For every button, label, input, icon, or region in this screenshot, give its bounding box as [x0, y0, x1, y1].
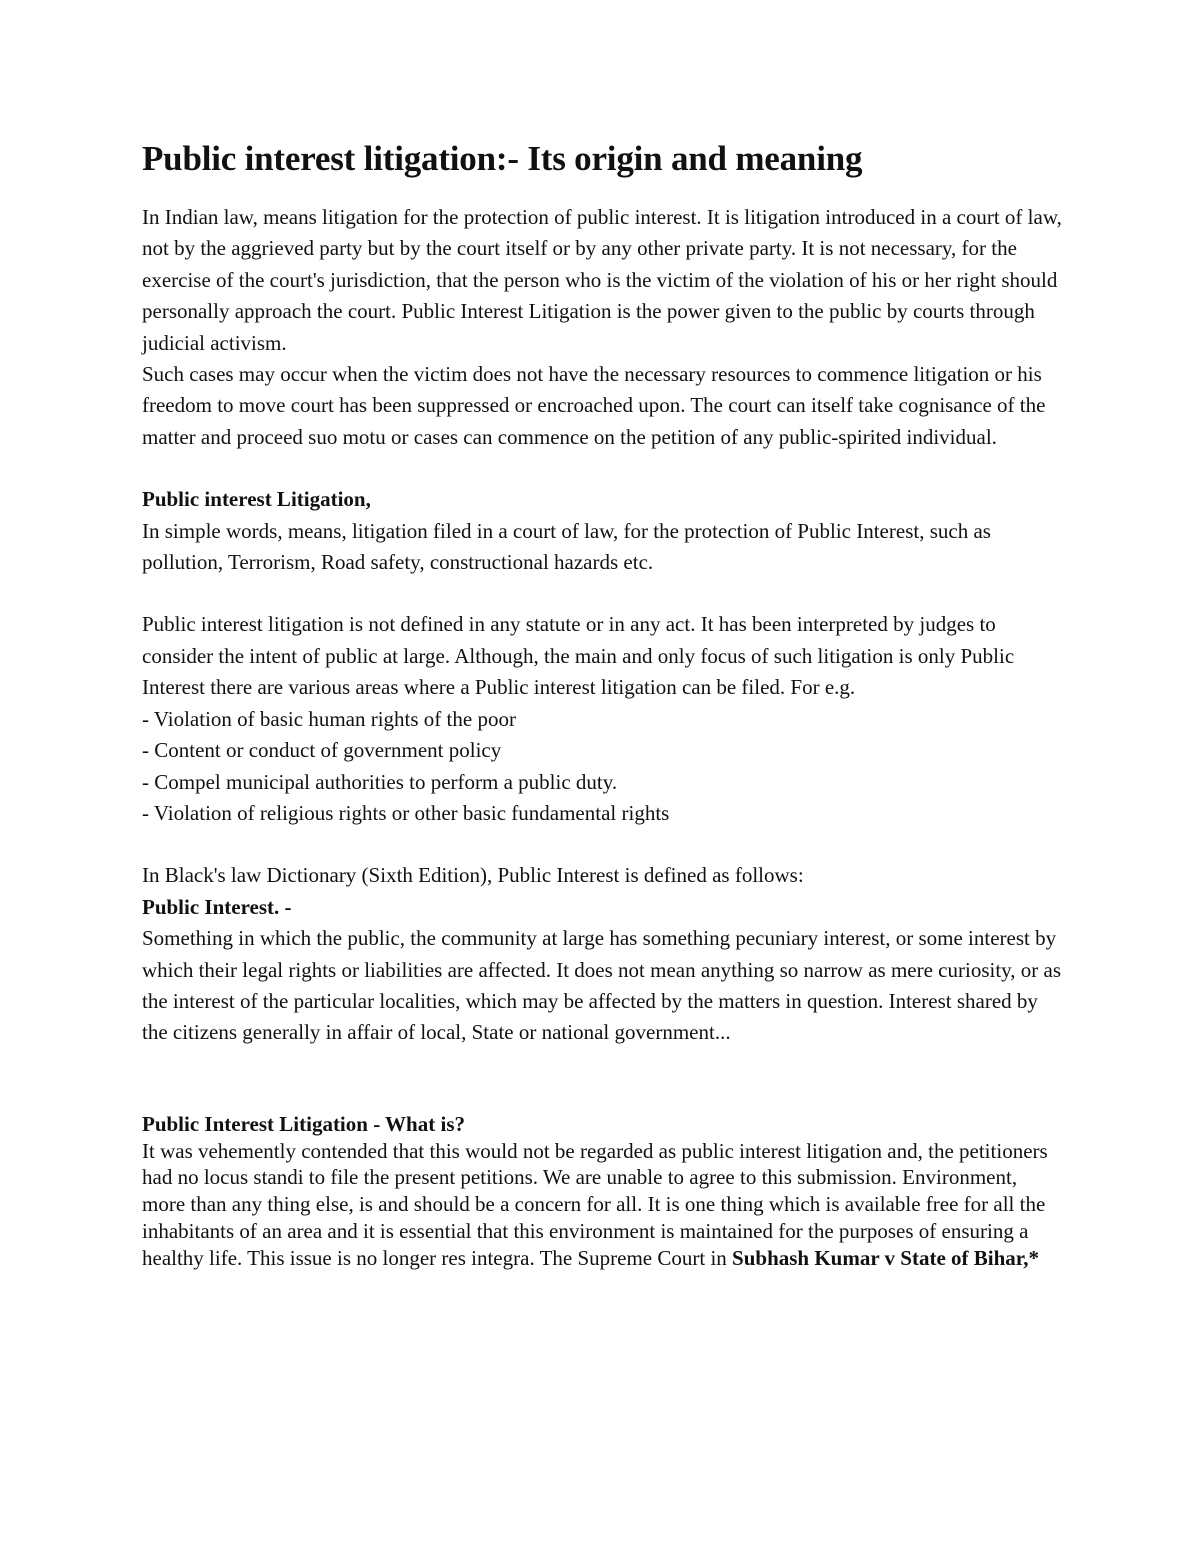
list-item: - Violation of religious rights or other basic fundamental rights [142, 800, 670, 825]
document-page [142, 138, 1062, 1272]
section-text-what-is [142, 1138, 1062, 1272]
intro-paragraph-1: In Indian law, means litigation for the protection of public interest. It is litigation introduced in a court of law, not by the aggrieved party but by the court itself or by any other private party. It is not necessary, for the exercise of the court's jurisdiction, that the person who is the victim of the violation of his or her right should personally approach the court. Public Interest Litigation is the power given to the public by courts through judicial activism. [142, 205, 1062, 355]
spacer [142, 453, 1062, 484]
section-text-definition: Public interest litigation is not defined in any statute or in any act. It has been interpreted by judges to consider the intent of public at large. Although, the main and only focus of such litigation is only Public Interest there are various areas where a Public interest litigation can be filed. For e.g. [142, 612, 1015, 700]
document-title: Public interest litigation:- Its origin and meaning [142, 139, 863, 178]
section-heading-what-is: Public Interest Litigation - What is? [142, 1111, 465, 1136]
what-is-body: It was vehemently contended that this would not be regarded as public interest litigation and, the petitioners had no locus standi to file the present petitions. We are unable to agree to this submission. Environment, more than any thing else, is and should be a concern for all. It is one thing which is available free for all the inhabitants of an area and it is essential that this environment is maintained for the purposes of ensuring a healthy life. This issue is no longer res integra. The Supreme Court in [142, 1138, 1048, 1270]
areas-list [142, 704, 1062, 830]
list-item: - Compel municipal authorities to perform a public duty. [142, 769, 618, 794]
list-item: - Violation of basic human rights of the poor [142, 706, 516, 731]
intro-paragraph-2: Such cases may occur when the victim does not have the necessary resources to commence litigation or his freedom to move court has been suppressed or encroached upon. The court can itself take cognisance of the matter and proceed suo motu or cases can commence on the petition of any public-spirited individual. [142, 362, 1046, 449]
section-heading-public-interest: Public Interest. - [142, 894, 292, 919]
spacer [142, 578, 1062, 609]
spacer [142, 1049, 1062, 1111]
section-text-public-interest: Something in which the public, the community at large has something pecuniary interest, or some interest by which their legal rights or liabilities are affected. It does not mean anything so narrow as mere curiosity, or as the interest of the particular localities, which may be affected by the matters in question. Interest shared by the citizens generally in affair of local, State or national government... [142, 926, 1062, 1045]
section-text-pil: In simple words, means, litigation filed in a court of law, for the protection of Public Interest, such as pollution, Terrorism, Road safety, constructional hazards etc. [142, 518, 991, 575]
section-heading-pil: Public interest Litigation, [142, 487, 371, 512]
case-name: Subhash Kumar v State of Bihar,* [732, 1245, 1039, 1270]
list-item: - Content or conduct of government policy [142, 738, 502, 763]
spacer [142, 829, 1062, 860]
blacks-law-intro: In Black's law Dictionary (Sixth Edition), Public Interest is defined as follows: [142, 863, 804, 888]
